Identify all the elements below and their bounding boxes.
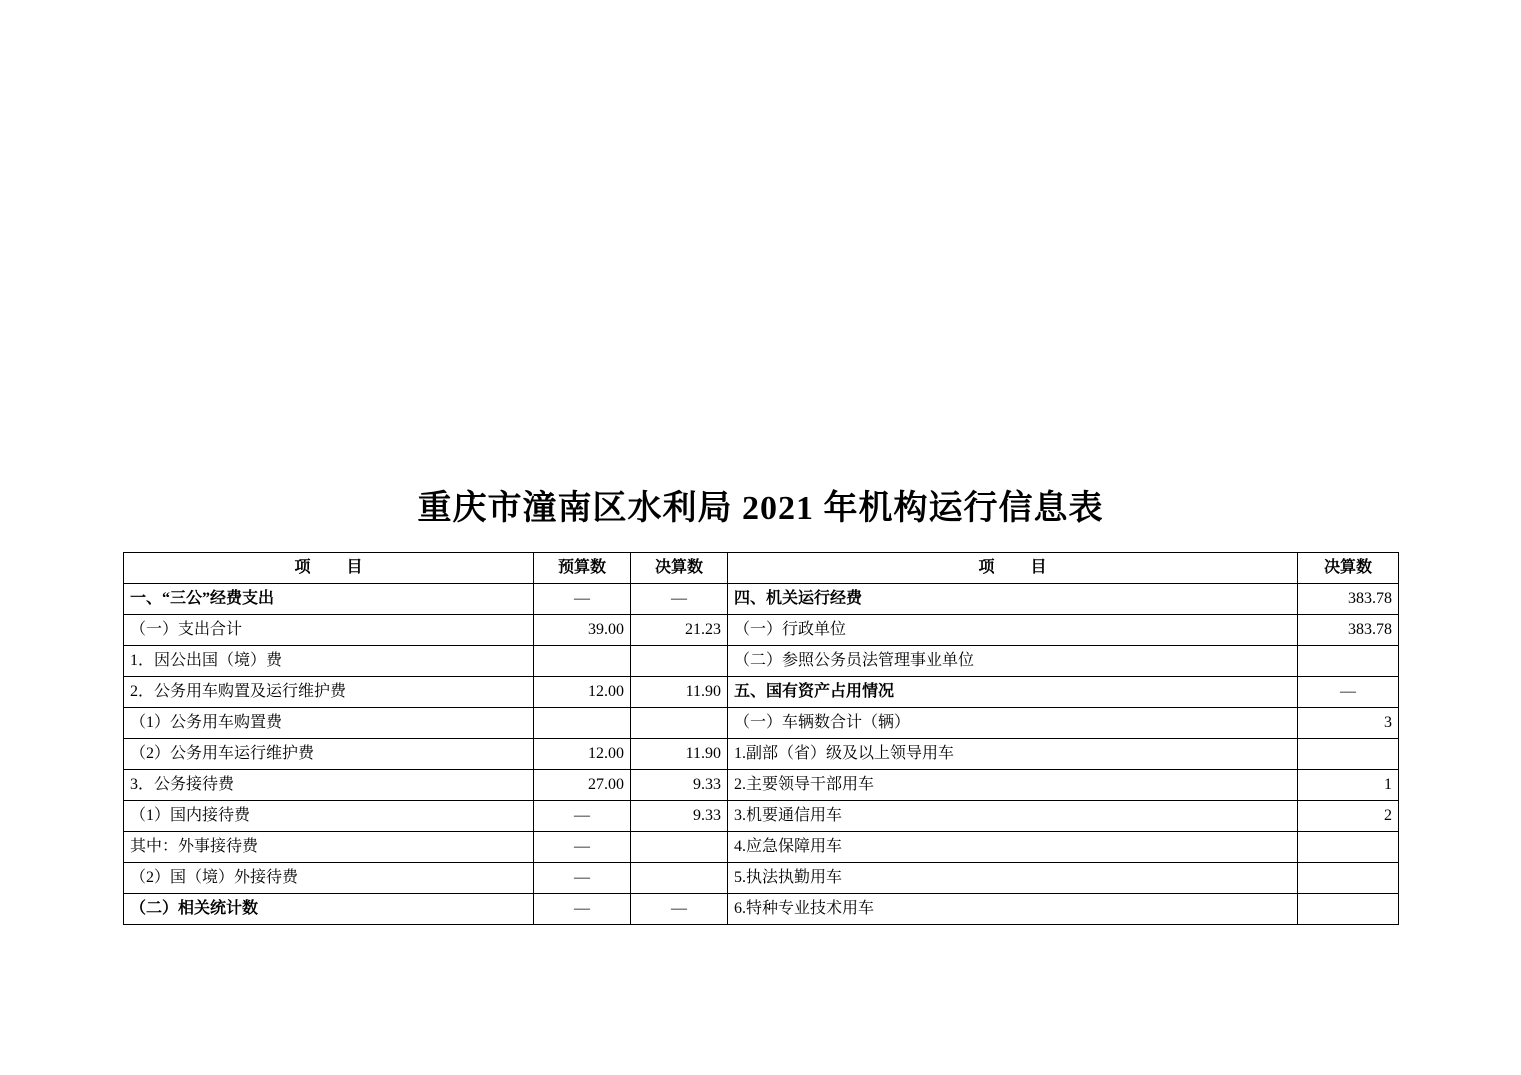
row-value-final: 11.90 <box>631 739 728 770</box>
row-value-right-final <box>1298 832 1399 863</box>
row-value-final: 9.33 <box>631 801 728 832</box>
table-row <box>124 646 1399 677</box>
row-label-left: 2．公务用车购置及运行维护费 <box>124 677 534 708</box>
column-header-right-item <box>728 553 1298 584</box>
row-value-budget <box>534 708 631 739</box>
row-label-left: （1）国内接待费 <box>124 801 534 832</box>
table-row <box>124 770 1399 801</box>
institution-operation-table <box>123 552 1399 925</box>
row-value-final <box>631 832 728 863</box>
table-row <box>124 894 1399 925</box>
row-value-right-final: 383.78 <box>1298 584 1399 615</box>
row-label-left: （二）相关统计数 <box>124 894 534 925</box>
row-label-left: （一）支出合计 <box>124 615 534 646</box>
row-value-right-final <box>1298 863 1399 894</box>
row-value-budget: 12.00 <box>534 677 631 708</box>
row-value-final <box>631 863 728 894</box>
row-label-right: （一）行政单位 <box>728 615 1298 646</box>
row-value-budget: — <box>534 863 631 894</box>
column-header-left-item <box>124 553 534 584</box>
row-label-left: （2）公务用车运行维护费 <box>124 739 534 770</box>
row-value-right-final: 1 <box>1298 770 1399 801</box>
row-label-right: 1.副部（省）级及以上领导用车 <box>728 739 1298 770</box>
table-row <box>124 739 1399 770</box>
table-row <box>124 615 1399 646</box>
row-label-right: （二）参照公务员法管理事业单位 <box>728 646 1298 677</box>
row-value-budget: — <box>534 584 631 615</box>
row-value-right-final: 3 <box>1298 708 1399 739</box>
row-value-right-final <box>1298 894 1399 925</box>
row-label-left: 其中：外事接待费 <box>124 832 534 863</box>
row-label-right: 5.执法执勤用车 <box>728 863 1298 894</box>
row-label-left: 3．公务接待费 <box>124 770 534 801</box>
row-value-right-final <box>1298 739 1399 770</box>
column-header-final: 决算数 <box>631 553 728 584</box>
row-value-right-final: — <box>1298 677 1399 708</box>
row-label-right: 3.机要通信用车 <box>728 801 1298 832</box>
row-value-final <box>631 646 728 677</box>
row-value-right-final: 383.78 <box>1298 615 1399 646</box>
page-title: 重庆市潼南区水利局 2021 年机构运行信息表 <box>417 490 1104 527</box>
row-label-left: 1．因公出国（境）费 <box>124 646 534 677</box>
column-header-right-final: 决算数 <box>1298 553 1399 584</box>
row-value-right-final: 2 <box>1298 801 1399 832</box>
table-row <box>124 584 1399 615</box>
institution-operation-table-wrapper <box>123 552 1398 925</box>
table-header-row <box>124 553 1399 584</box>
row-value-budget <box>534 646 631 677</box>
row-label-right: 五、国有资产占用情况 <box>728 677 1298 708</box>
table-row <box>124 677 1399 708</box>
row-value-final: 21.23 <box>631 615 728 646</box>
row-value-budget: — <box>534 894 631 925</box>
row-value-budget: 12.00 <box>534 739 631 770</box>
row-label-right: 四、机关运行经费 <box>728 584 1298 615</box>
row-value-final <box>631 708 728 739</box>
row-value-budget: 39.00 <box>534 615 631 646</box>
row-label-right: 4.应急保障用车 <box>728 832 1298 863</box>
row-label-left: （2）国（境）外接待费 <box>124 863 534 894</box>
row-value-budget: 27.00 <box>534 770 631 801</box>
row-label-right: 6.特种专业技术用车 <box>728 894 1298 925</box>
table-row <box>124 801 1399 832</box>
row-label-left: 一、“三公”经费支出 <box>124 584 534 615</box>
row-value-budget: — <box>534 801 631 832</box>
table-row <box>124 863 1399 894</box>
row-value-budget: — <box>534 832 631 863</box>
row-label-right: 2.主要领导干部用车 <box>728 770 1298 801</box>
column-header-left-item-label: 项 目 <box>294 558 373 576</box>
row-value-final: 11.90 <box>631 677 728 708</box>
row-value-final: — <box>631 584 728 615</box>
row-label-left: （1）公务用车购置费 <box>124 708 534 739</box>
column-header-budget: 预算数 <box>534 553 631 584</box>
row-value-final: 9.33 <box>631 770 728 801</box>
column-header-right-item-label: 项 目 <box>978 558 1057 576</box>
row-label-right: （一）车辆数合计（辆） <box>728 708 1298 739</box>
table-row <box>124 708 1399 739</box>
row-value-right-final <box>1298 646 1399 677</box>
table-row <box>124 832 1399 863</box>
row-value-final: — <box>631 894 728 925</box>
